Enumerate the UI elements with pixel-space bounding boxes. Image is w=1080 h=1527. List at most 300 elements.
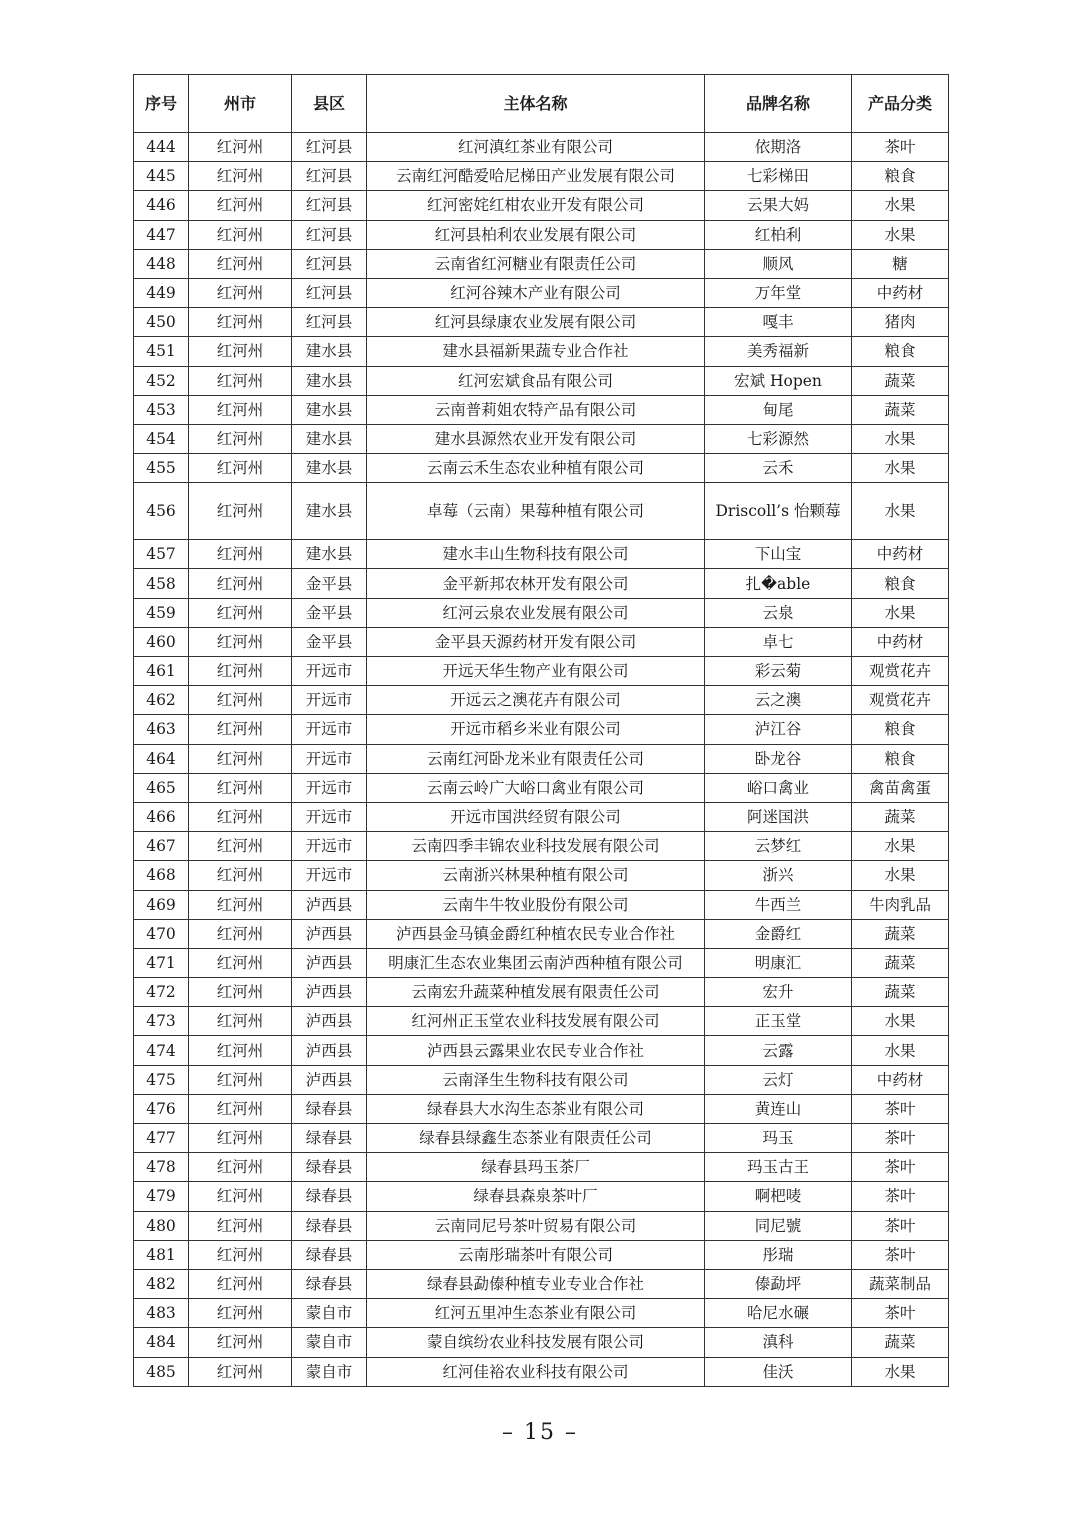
cell-entity-name: 红河县柏利农业发展有限公司 xyxy=(367,220,705,249)
cell-city: 红河州 xyxy=(189,832,292,861)
cell-county: 泸西县 xyxy=(292,1036,367,1065)
cell-seq: 471 xyxy=(134,948,189,977)
cell-county: 建水县 xyxy=(292,540,367,569)
cell-category: 水果 xyxy=(852,220,949,249)
cell-entity-name: 云南牛牛牧业股份有限公司 xyxy=(367,890,705,919)
table-row xyxy=(134,802,949,831)
cell-seq: 451 xyxy=(134,337,189,366)
cell-seq: 474 xyxy=(134,1036,189,1065)
cell-category: 中药材 xyxy=(852,1065,949,1094)
cell-seq: 483 xyxy=(134,1299,189,1328)
cell-category: 水果 xyxy=(852,1036,949,1065)
cell-brand-name: 啊杷唛 xyxy=(705,1182,852,1211)
cell-seq: 478 xyxy=(134,1153,189,1182)
cell-brand-name: 万年堂 xyxy=(705,278,852,307)
table-row xyxy=(134,540,949,569)
cell-entity-name: 开远云之澳花卉有限公司 xyxy=(367,686,705,715)
cell-seq: 469 xyxy=(134,890,189,919)
cell-brand-name: 哈尼水碾 xyxy=(705,1299,852,1328)
cell-seq: 450 xyxy=(134,308,189,337)
cell-city: 红河州 xyxy=(189,483,292,540)
cell-entity-name: 云南宏升蔬菜种植发展有限责任公司 xyxy=(367,978,705,1007)
cell-seq: 476 xyxy=(134,1094,189,1123)
cell-entity-name: 蒙自缤纷农业科技发展有限公司 xyxy=(367,1328,705,1357)
cell-entity-name: 金平县天源药材开发有限公司 xyxy=(367,627,705,656)
cell-county: 蒙自市 xyxy=(292,1357,367,1386)
table-row xyxy=(134,715,949,744)
cell-entity-name: 红河密姹红柑农业开发有限公司 xyxy=(367,191,705,220)
cell-seq: 485 xyxy=(134,1357,189,1386)
cell-seq: 459 xyxy=(134,598,189,627)
cell-brand-name: 卧龙谷 xyxy=(705,744,852,773)
table-row xyxy=(134,1153,949,1182)
cell-entity-name: 泸西县金马镇金爵红种植农民专业合作社 xyxy=(367,919,705,948)
cell-brand-name: 阿迷国洪 xyxy=(705,802,852,831)
cell-category: 蔬菜 xyxy=(852,802,949,831)
cell-city: 红河州 xyxy=(189,1007,292,1036)
cell-brand-name: 玛玉古王 xyxy=(705,1153,852,1182)
cell-city: 红河州 xyxy=(189,395,292,424)
cell-seq: 473 xyxy=(134,1007,189,1036)
cell-category: 茶叶 xyxy=(852,1153,949,1182)
cell-category: 水果 xyxy=(852,483,949,540)
cell-city: 红河州 xyxy=(189,1357,292,1386)
cell-entity-name: 云南普莉姐农特产品有限公司 xyxy=(367,395,705,424)
cell-city: 红河州 xyxy=(189,133,292,162)
cell-category: 粮食 xyxy=(852,337,949,366)
cell-county: 开远市 xyxy=(292,802,367,831)
cell-seq: 455 xyxy=(134,454,189,483)
table-row xyxy=(134,424,949,453)
table-row xyxy=(134,686,949,715)
table-row xyxy=(134,395,949,424)
cell-brand-name: 依期洛 xyxy=(705,133,852,162)
cell-city: 红河州 xyxy=(189,249,292,278)
cell-city: 红河州 xyxy=(189,337,292,366)
table-row xyxy=(134,1240,949,1269)
cell-county: 泸西县 xyxy=(292,1007,367,1036)
header-row xyxy=(134,75,949,133)
cell-county: 建水县 xyxy=(292,454,367,483)
cell-city: 红河州 xyxy=(189,686,292,715)
cell-city: 红河州 xyxy=(189,1124,292,1153)
cell-seq: 465 xyxy=(134,773,189,802)
table-row xyxy=(134,832,949,861)
table-row xyxy=(134,627,949,656)
cell-category: 蔬菜 xyxy=(852,919,949,948)
cell-county: 建水县 xyxy=(292,337,367,366)
cell-city: 红河州 xyxy=(189,598,292,627)
cell-city: 红河州 xyxy=(189,802,292,831)
cell-county: 建水县 xyxy=(292,483,367,540)
cell-entity-name: 绿春县森泉茶叶厂 xyxy=(367,1182,705,1211)
cell-category: 水果 xyxy=(852,861,949,890)
table-row xyxy=(134,249,949,278)
cell-brand-name: 美秀福新 xyxy=(705,337,852,366)
cell-category: 水果 xyxy=(852,454,949,483)
cell-county: 蒙自市 xyxy=(292,1328,367,1357)
cell-city: 红河州 xyxy=(189,1065,292,1094)
cell-entity-name: 红河五里冲生态茶业有限公司 xyxy=(367,1299,705,1328)
cell-city: 红河州 xyxy=(189,1153,292,1182)
cell-seq: 453 xyxy=(134,395,189,424)
table-row xyxy=(134,454,949,483)
table-row xyxy=(134,948,949,977)
table-row xyxy=(134,598,949,627)
table-row xyxy=(134,1269,949,1298)
cell-city: 红河州 xyxy=(189,1299,292,1328)
cell-entity-name: 建水县福新果蔬专业合作社 xyxy=(367,337,705,366)
cell-brand-name: 泸江谷 xyxy=(705,715,852,744)
cell-county: 红河县 xyxy=(292,308,367,337)
cell-entity-name: 红河宏斌食品有限公司 xyxy=(367,366,705,395)
cell-seq: 461 xyxy=(134,657,189,686)
cell-brand-name: 峪口禽业 xyxy=(705,773,852,802)
cell-city: 红河州 xyxy=(189,1094,292,1123)
cell-category: 中药材 xyxy=(852,627,949,656)
cell-county: 红河县 xyxy=(292,133,367,162)
table-row xyxy=(134,133,949,162)
cell-brand-name: 傣勐坪 xyxy=(705,1269,852,1298)
cell-city: 红河州 xyxy=(189,220,292,249)
header-category: 产品分类 xyxy=(852,75,949,133)
cell-city: 红河州 xyxy=(189,890,292,919)
cell-brand-name: 同尼號 xyxy=(705,1211,852,1240)
cell-category: 粮食 xyxy=(852,162,949,191)
cell-seq: 445 xyxy=(134,162,189,191)
cell-entity-name: 开远天华生物产业有限公司 xyxy=(367,657,705,686)
cell-city: 红河州 xyxy=(189,919,292,948)
cell-city: 红河州 xyxy=(189,366,292,395)
table-row xyxy=(134,978,949,1007)
cell-brand-name: 云禾 xyxy=(705,454,852,483)
cell-entity-name: 红河滇红茶业有限公司 xyxy=(367,133,705,162)
cell-seq: 467 xyxy=(134,832,189,861)
table-row xyxy=(134,861,949,890)
cell-entity-name: 云南云岭广大峪口禽业有限公司 xyxy=(367,773,705,802)
cell-seq: 462 xyxy=(134,686,189,715)
cell-category: 蔬菜 xyxy=(852,1328,949,1357)
table-header xyxy=(134,75,949,133)
cell-category: 猪肉 xyxy=(852,308,949,337)
cell-brand-name: 顺风 xyxy=(705,249,852,278)
cell-category: 水果 xyxy=(852,191,949,220)
cell-category: 蔬菜 xyxy=(852,366,949,395)
cell-category: 中药材 xyxy=(852,540,949,569)
cell-county: 红河县 xyxy=(292,278,367,307)
table-row xyxy=(134,483,949,540)
cell-city: 红河州 xyxy=(189,1269,292,1298)
cell-seq: 482 xyxy=(134,1269,189,1298)
cell-seq: 449 xyxy=(134,278,189,307)
cell-county: 红河县 xyxy=(292,162,367,191)
cell-county: 金平县 xyxy=(292,598,367,627)
cell-county: 绿春县 xyxy=(292,1094,367,1123)
cell-category: 观赏花卉 xyxy=(852,686,949,715)
cell-county: 开远市 xyxy=(292,715,367,744)
cell-entity-name: 云南红河卧龙米业有限责任公司 xyxy=(367,744,705,773)
cell-brand-name: 甸尾 xyxy=(705,395,852,424)
cell-brand-name: 红柏利 xyxy=(705,220,852,249)
cell-entity-name: 建水县源然农业开发有限公司 xyxy=(367,424,705,453)
cell-entity-name: 卓莓（云南）果莓种植有限公司 xyxy=(367,483,705,540)
cell-county: 开远市 xyxy=(292,832,367,861)
cell-city: 红河州 xyxy=(189,861,292,890)
cell-city: 红河州 xyxy=(189,162,292,191)
cell-brand-name: 彤瑞 xyxy=(705,1240,852,1269)
header-seq: 序号 xyxy=(134,75,189,133)
cell-city: 红河州 xyxy=(189,1240,292,1269)
cell-brand-name: 浙兴 xyxy=(705,861,852,890)
cell-entity-name: 云南云禾生态农业种植有限公司 xyxy=(367,454,705,483)
cell-county: 金平县 xyxy=(292,569,367,598)
cell-county: 开远市 xyxy=(292,744,367,773)
cell-seq: 466 xyxy=(134,802,189,831)
cell-seq: 457 xyxy=(134,540,189,569)
table-row xyxy=(134,220,949,249)
cell-city: 红河州 xyxy=(189,191,292,220)
cell-entity-name: 开远市稻乡米业有限公司 xyxy=(367,715,705,744)
cell-city: 红河州 xyxy=(189,773,292,802)
cell-county: 泸西县 xyxy=(292,978,367,1007)
cell-county: 建水县 xyxy=(292,395,367,424)
cell-category: 粮食 xyxy=(852,569,949,598)
cell-city: 红河州 xyxy=(189,978,292,1007)
cell-brand-name: 玛玉 xyxy=(705,1124,852,1153)
table-row xyxy=(134,1357,949,1386)
cell-entity-name: 绿春县玛玉茶厂 xyxy=(367,1153,705,1182)
cell-brand-name: 宏升 xyxy=(705,978,852,1007)
cell-category: 中药材 xyxy=(852,278,949,307)
cell-category: 蔬菜制品 xyxy=(852,1269,949,1298)
table-row xyxy=(134,1211,949,1240)
cell-category: 粮食 xyxy=(852,715,949,744)
cell-city: 红河州 xyxy=(189,1182,292,1211)
cell-brand-name: 云梦红 xyxy=(705,832,852,861)
cell-brand-name: 宏斌 Hopen xyxy=(705,366,852,395)
cell-city: 红河州 xyxy=(189,715,292,744)
table-row xyxy=(134,1007,949,1036)
cell-county: 开远市 xyxy=(292,686,367,715)
cell-county: 绿春县 xyxy=(292,1182,367,1211)
table-row xyxy=(134,1124,949,1153)
cell-category: 牛肉乳品 xyxy=(852,890,949,919)
table-row xyxy=(134,1094,949,1123)
cell-entity-name: 云南浙兴林果种植有限公司 xyxy=(367,861,705,890)
cell-county: 绿春县 xyxy=(292,1269,367,1298)
header-city: 州市 xyxy=(189,75,292,133)
cell-brand-name: 云果大妈 xyxy=(705,191,852,220)
cell-county: 开远市 xyxy=(292,861,367,890)
cell-category: 禽苗禽蛋 xyxy=(852,773,949,802)
cell-county: 泸西县 xyxy=(292,1065,367,1094)
cell-entity-name: 泸西县云露果业农民专业合作社 xyxy=(367,1036,705,1065)
cell-seq: 452 xyxy=(134,366,189,395)
cell-seq: 468 xyxy=(134,861,189,890)
cell-entity-name: 金平新邦农林开发有限公司 xyxy=(367,569,705,598)
cell-brand-name: 滇科 xyxy=(705,1328,852,1357)
cell-entity-name: 红河州正玉堂农业科技发展有限公司 xyxy=(367,1007,705,1036)
table-row xyxy=(134,308,949,337)
cell-seq: 475 xyxy=(134,1065,189,1094)
cell-city: 红河州 xyxy=(189,454,292,483)
cell-county: 泸西县 xyxy=(292,890,367,919)
cell-entity-name: 云南同尼号茶叶贸易有限公司 xyxy=(367,1211,705,1240)
cell-city: 红河州 xyxy=(189,278,292,307)
cell-entity-name: 云南四季丰锦农业科技发展有限公司 xyxy=(367,832,705,861)
cell-brand-name: 下山宝 xyxy=(705,540,852,569)
cell-category: 粮食 xyxy=(852,744,949,773)
cell-category: 茶叶 xyxy=(852,1240,949,1269)
cell-county: 开远市 xyxy=(292,773,367,802)
cell-category: 茶叶 xyxy=(852,133,949,162)
cell-city: 红河州 xyxy=(189,744,292,773)
cell-county: 红河县 xyxy=(292,220,367,249)
cell-entity-name: 建水丰山生物科技有限公司 xyxy=(367,540,705,569)
table-row xyxy=(134,1182,949,1211)
cell-county: 绿春县 xyxy=(292,1153,367,1182)
cell-category: 水果 xyxy=(852,832,949,861)
cell-seq: 448 xyxy=(134,249,189,278)
table-row xyxy=(134,657,949,686)
cell-seq: 481 xyxy=(134,1240,189,1269)
cell-brand-name: 佳沃 xyxy=(705,1357,852,1386)
table-row xyxy=(134,337,949,366)
brand-list-table xyxy=(133,74,949,1387)
cell-city: 红河州 xyxy=(189,1036,292,1065)
cell-brand-name: 云之澳 xyxy=(705,686,852,715)
table-body xyxy=(134,133,949,1387)
cell-brand-name: 正玉堂 xyxy=(705,1007,852,1036)
cell-county: 绿春县 xyxy=(292,1240,367,1269)
cell-category: 水果 xyxy=(852,424,949,453)
cell-brand-name: 彩云菊 xyxy=(705,657,852,686)
table-row xyxy=(134,890,949,919)
cell-category: 茶叶 xyxy=(852,1182,949,1211)
cell-category: 蔬菜 xyxy=(852,948,949,977)
cell-category: 茶叶 xyxy=(852,1299,949,1328)
table-row xyxy=(134,366,949,395)
cell-category: 观赏花卉 xyxy=(852,657,949,686)
cell-brand-name: 扎�able xyxy=(705,569,852,598)
table-row xyxy=(134,1036,949,1065)
cell-entity-name: 云南泽生生物科技有限公司 xyxy=(367,1065,705,1094)
cell-county: 绿春县 xyxy=(292,1124,367,1153)
table-row xyxy=(134,1328,949,1357)
cell-seq: 472 xyxy=(134,978,189,1007)
cell-brand-name: 金爵红 xyxy=(705,919,852,948)
cell-county: 开远市 xyxy=(292,657,367,686)
cell-entity-name: 云南红河酷爱哈尼梯田产业发展有限公司 xyxy=(367,162,705,191)
cell-county: 泸西县 xyxy=(292,948,367,977)
cell-brand-name: 黄连山 xyxy=(705,1094,852,1123)
cell-category: 水果 xyxy=(852,598,949,627)
cell-county: 蒙自市 xyxy=(292,1299,367,1328)
cell-county: 建水县 xyxy=(292,424,367,453)
cell-category: 茶叶 xyxy=(852,1124,949,1153)
cell-seq: 454 xyxy=(134,424,189,453)
cell-entity-name: 明康汇生态农业集团云南泸西种植有限公司 xyxy=(367,948,705,977)
cell-seq: 463 xyxy=(134,715,189,744)
cell-city: 红河州 xyxy=(189,627,292,656)
cell-entity-name: 绿春县勐傣种植专业专业合作社 xyxy=(367,1269,705,1298)
table-row xyxy=(134,569,949,598)
cell-seq: 456 xyxy=(134,483,189,540)
cell-entity-name: 绿春县大水沟生态茶业有限公司 xyxy=(367,1094,705,1123)
cell-category: 蔬菜 xyxy=(852,395,949,424)
cell-brand-name: 云泉 xyxy=(705,598,852,627)
page-number: – 15 – xyxy=(502,1420,578,1445)
cell-county: 红河县 xyxy=(292,249,367,278)
cell-brand-name: 卓七 xyxy=(705,627,852,656)
cell-seq: 480 xyxy=(134,1211,189,1240)
cell-seq: 477 xyxy=(134,1124,189,1153)
cell-brand-name: 云露 xyxy=(705,1036,852,1065)
cell-city: 红河州 xyxy=(189,948,292,977)
table-row xyxy=(134,191,949,220)
cell-seq: 484 xyxy=(134,1328,189,1357)
cell-city: 红河州 xyxy=(189,1328,292,1357)
cell-category: 水果 xyxy=(852,1007,949,1036)
cell-county: 泸西县 xyxy=(292,919,367,948)
cell-seq: 444 xyxy=(134,133,189,162)
cell-entity-name: 绿春县绿鑫生态茶业有限责任公司 xyxy=(367,1124,705,1153)
cell-brand-name: Driscoll’s 怡颗莓 xyxy=(705,483,852,540)
table-row xyxy=(134,744,949,773)
cell-seq: 464 xyxy=(134,744,189,773)
cell-category: 茶叶 xyxy=(852,1094,949,1123)
cell-seq: 460 xyxy=(134,627,189,656)
cell-brand-name: 云灯 xyxy=(705,1065,852,1094)
cell-seq: 446 xyxy=(134,191,189,220)
cell-entity-name: 红河云泉农业发展有限公司 xyxy=(367,598,705,627)
cell-city: 红河州 xyxy=(189,657,292,686)
cell-city: 红河州 xyxy=(189,308,292,337)
cell-brand-name: 牛西兰 xyxy=(705,890,852,919)
cell-entity-name: 云南彤瑞茶叶有限公司 xyxy=(367,1240,705,1269)
cell-county: 绿春县 xyxy=(292,1211,367,1240)
cell-seq: 470 xyxy=(134,919,189,948)
cell-entity-name: 红河佳裕农业科技有限公司 xyxy=(367,1357,705,1386)
table-row xyxy=(134,162,949,191)
cell-city: 红河州 xyxy=(189,1211,292,1240)
cell-category: 糖 xyxy=(852,249,949,278)
cell-seq: 447 xyxy=(134,220,189,249)
table-row xyxy=(134,1299,949,1328)
table-row xyxy=(134,278,949,307)
cell-category: 茶叶 xyxy=(852,1211,949,1240)
cell-category: 蔬菜 xyxy=(852,978,949,1007)
cell-brand-name: 明康汇 xyxy=(705,948,852,977)
cell-category: 水果 xyxy=(852,1357,949,1386)
cell-entity-name: 红河县绿康农业发展有限公司 xyxy=(367,308,705,337)
cell-county: 红河县 xyxy=(292,191,367,220)
table-row xyxy=(134,773,949,802)
header-county: 县区 xyxy=(292,75,367,133)
cell-seq: 458 xyxy=(134,569,189,598)
cell-county: 建水县 xyxy=(292,366,367,395)
cell-city: 红河州 xyxy=(189,569,292,598)
header-brand-name: 品牌名称 xyxy=(705,75,852,133)
cell-city: 红河州 xyxy=(189,540,292,569)
cell-entity-name: 云南省红河糖业有限责任公司 xyxy=(367,249,705,278)
cell-brand-name: 七彩梯田 xyxy=(705,162,852,191)
header-entity-name: 主体名称 xyxy=(367,75,705,133)
cell-brand-name: 七彩源然 xyxy=(705,424,852,453)
table-row xyxy=(134,1065,949,1094)
cell-seq: 479 xyxy=(134,1182,189,1211)
cell-county: 金平县 xyxy=(292,627,367,656)
